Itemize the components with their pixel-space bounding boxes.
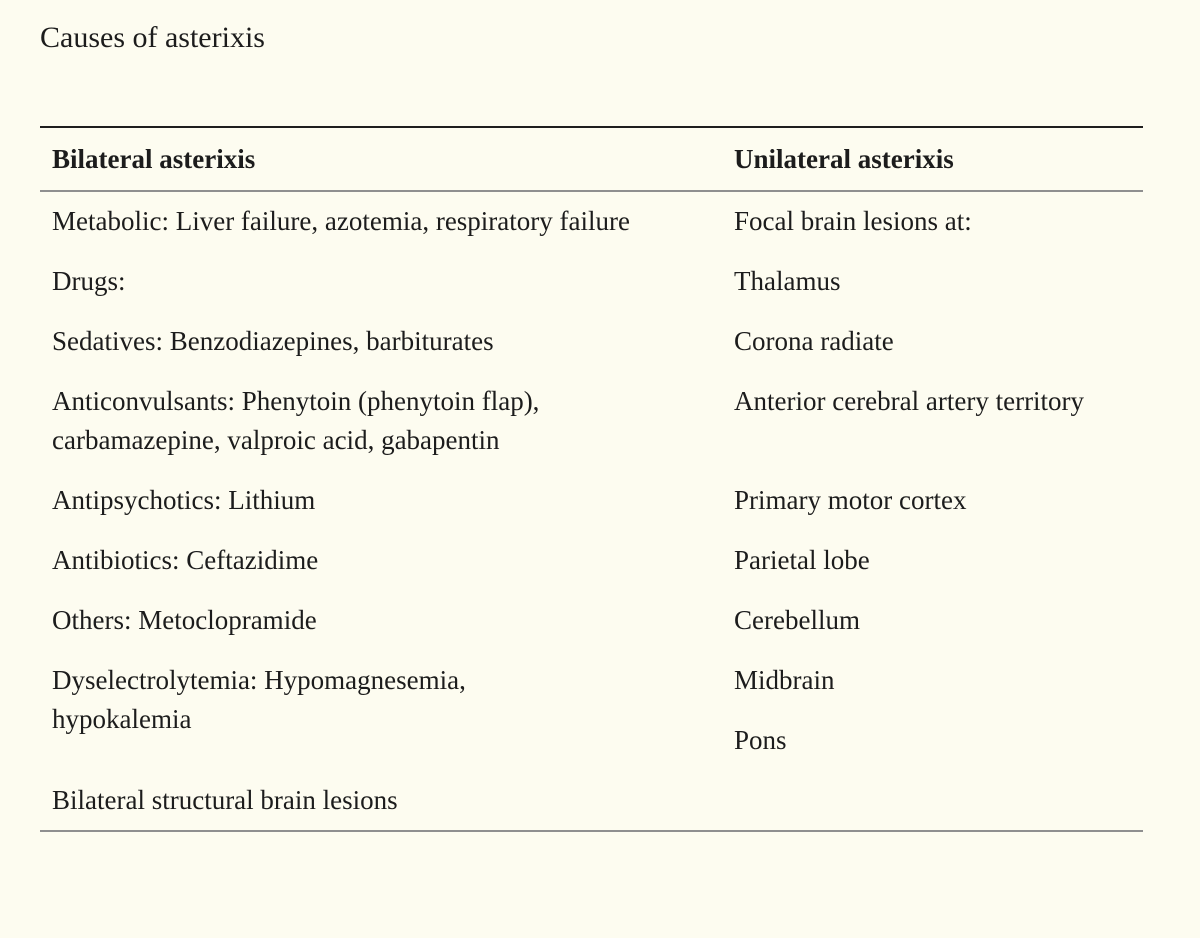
cell-text: Corona radiate: [734, 326, 894, 356]
table-cell: [722, 531, 1143, 591]
table-cell: [40, 252, 722, 312]
cell-text: Metabolic: Liver failure, azotemia, respiratory failure: [52, 206, 630, 236]
table-cell: [40, 591, 722, 651]
table-cell: [722, 771, 1143, 831]
cell-text: Bilateral structural brain lesions: [52, 785, 398, 815]
table-cell: [40, 372, 722, 471]
cell-text: Cerebellum: [734, 605, 860, 635]
cell-text: Focal brain lesions at:: [734, 206, 972, 236]
table-cell: [722, 372, 1143, 471]
table-cell: [722, 471, 1143, 531]
table-row: [40, 651, 1143, 711]
cell-text: Drugs:: [52, 266, 126, 296]
table-row: [40, 531, 1143, 591]
cell-text: Primary motor cortex: [734, 485, 967, 515]
column-header-unilateral: Unilateral asterixis: [722, 127, 1143, 191]
causes-table-container: [40, 126, 1143, 832]
column-header-bilateral: Bilateral asterixis: [40, 127, 722, 191]
cell-text: Others: Metoclopramide: [52, 605, 317, 635]
table-cell: [722, 252, 1143, 312]
table-cell: [40, 531, 722, 591]
table-row: [40, 252, 1143, 312]
cell-text: Pons: [734, 725, 787, 755]
table-cell: [722, 191, 1143, 252]
table-cell: [722, 312, 1143, 372]
cell-text: Antipsychotics: Lithium: [52, 485, 316, 515]
table-row: [40, 191, 1143, 252]
causes-table: [40, 126, 1143, 832]
table-title: Causes of asterixis: [40, 21, 265, 54]
table-cell: [722, 711, 1143, 771]
table-cell: [40, 312, 722, 372]
cell-text: Thalamus: [734, 266, 841, 296]
cell-text: Dyselectrolytemia: Hypomagnesemia, hypokalemia: [52, 665, 466, 734]
table-row: [40, 471, 1143, 531]
header-row: [40, 127, 1143, 191]
cell-text: Sedatives: Benzodiazepines, barbiturates: [52, 326, 494, 356]
table-cell: [722, 591, 1143, 651]
cell-text: Antibiotics: Ceftazidime: [52, 545, 319, 575]
table-cell: [40, 771, 722, 831]
cell-text: Anticonvulsants: Phenytoin (phenytoin flap), carbamazepine, valproic acid, gabapentin: [52, 386, 540, 455]
cell-text: Anterior cerebral artery territory: [734, 386, 1085, 416]
table-cell: [40, 471, 722, 531]
table-cell: [722, 651, 1143, 711]
cell-text: Parietal lobe: [734, 545, 870, 575]
cell-text: Midbrain: [734, 665, 835, 695]
table-row: [40, 312, 1143, 372]
table-row: [40, 591, 1143, 651]
table-row: [40, 372, 1143, 471]
table-cell: [40, 651, 722, 771]
table-row: [40, 771, 1143, 831]
table-cell: [40, 191, 722, 252]
